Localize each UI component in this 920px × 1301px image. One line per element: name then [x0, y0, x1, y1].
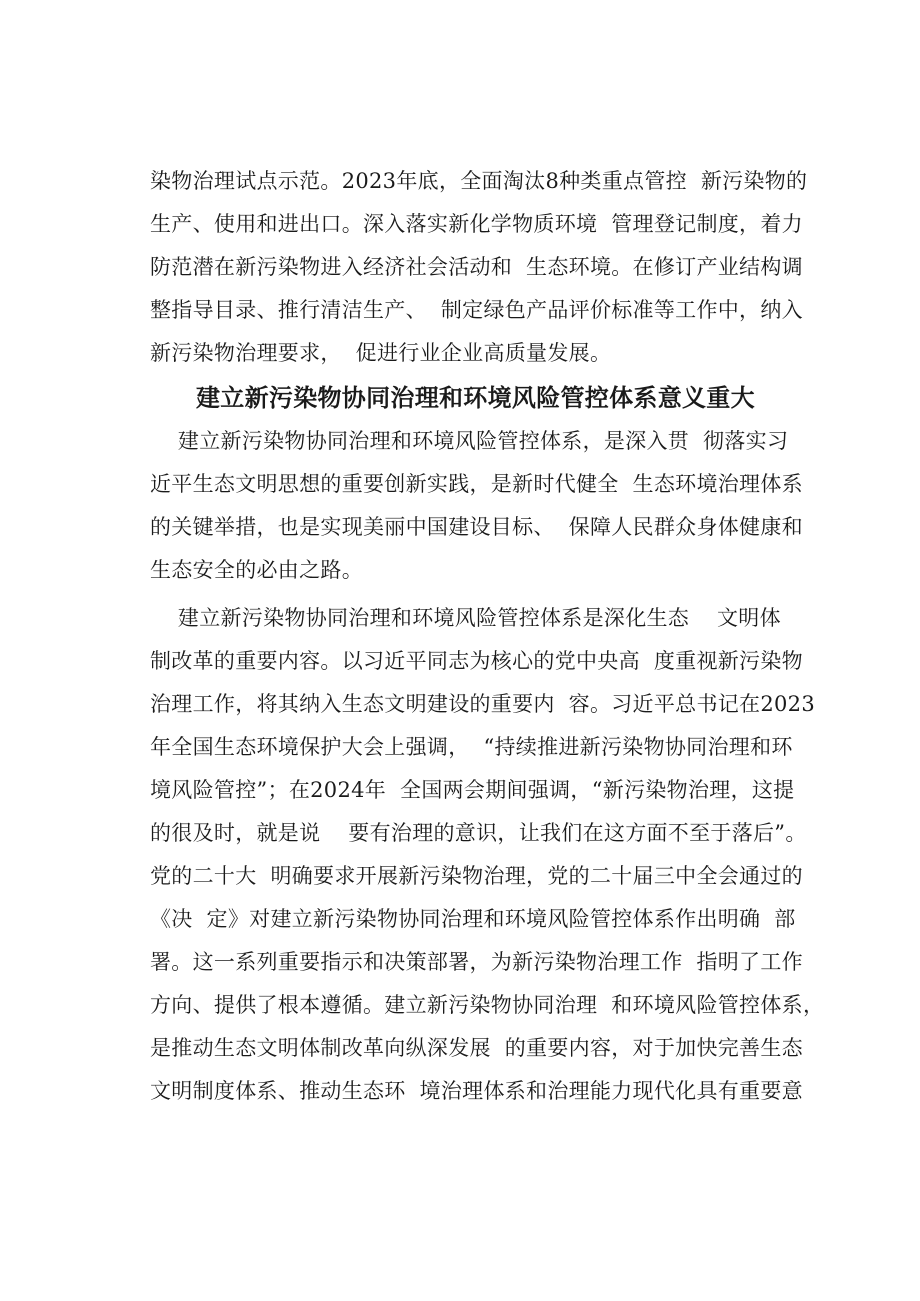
paragraph-3-line: 党的二十大 明确要求开展新污染物治理，党的二十届三中全会通过的 — [150, 864, 803, 888]
paragraph-3-line: 是推动生态文明体制改革向纵深发展 的重要内容，对于加快完善生态 — [150, 1036, 803, 1060]
paragraph-3-line: 署。这一系列重要指示和决策部署，为新污染物治理工作 指明了工作 — [150, 950, 803, 974]
paragraph-2-line: 近平生态文明思想的重要创新实践，是新时代健全 生态环境治理体系 — [150, 472, 803, 496]
paragraph-3-line: 建立新污染物协同治理和环境风险管控体系是深化生态 文明体 — [150, 606, 781, 630]
paragraph-1-line: 防范潜在新污染物进入经济社会活动和 生态环境。在修订产业结构调 — [150, 255, 803, 279]
paragraph-3-line: 年全国生态环境保护大会上强调， “持续推进新污染物协同治理和环 — [150, 735, 793, 759]
paragraph-3-line: 文明制度体系、推动生态环 境治理体系和治理能力现代化具有重要意 — [150, 1079, 803, 1103]
paragraph-2-line: 建立新污染物协同治理和环境风险管控体系，是深入贯 彻落实习 — [150, 429, 789, 453]
paragraph-3-line: 的很及时，就是说 要有治理的意识，让我们在这方面不至于落后”。 — [150, 821, 807, 845]
paragraph-3-line: 方向、提供了根本遵循。建立新污染物协同治理 和环境风险管控体系， — [150, 993, 825, 1017]
paragraph-3-line: 制改革的重要内容。以习近平同志为核心的党中央高 度重视新污染物 — [150, 649, 803, 673]
paragraph-1-line: 染物治理试点示范。2023年底，全面淘汰8种类重点管控 新污染物的 — [150, 169, 808, 193]
paragraph-2-line: 的关键举措，也是实现美丽中国建设目标、 保障人民群众身体健康和 — [150, 515, 803, 539]
paragraph-2-line: 生态安全的必由之路。 — [150, 558, 363, 582]
section-heading: 建立新污染物协同治理和环境风险管控体系意义重大 — [196, 384, 755, 412]
paragraph-1-line: 整指导目录、推行清洁生产、 制定绿色产品评价标准等工作中，纳入 — [150, 298, 803, 322]
paragraph-3-line: 治理工作，将其纳入生态文明建设的重要内 容。习近平总书记在2023 — [150, 692, 815, 716]
paragraph-3-line: 《决 定》对建立新污染物协同治理和环境风险管控体系作出明确 部 — [150, 907, 796, 931]
paragraph-1-line: 生产、使用和进出口。深入落实新化学物质环境 管理登记制度，着力 — [150, 212, 803, 236]
paragraph-1-line: 新污染物治理要求， 促进行业企业高质量发展。 — [150, 341, 612, 365]
paragraph-3-line: 境风险管控”；在2024年 全国两会期间强调，“新污染物治理，这提 — [150, 778, 795, 802]
